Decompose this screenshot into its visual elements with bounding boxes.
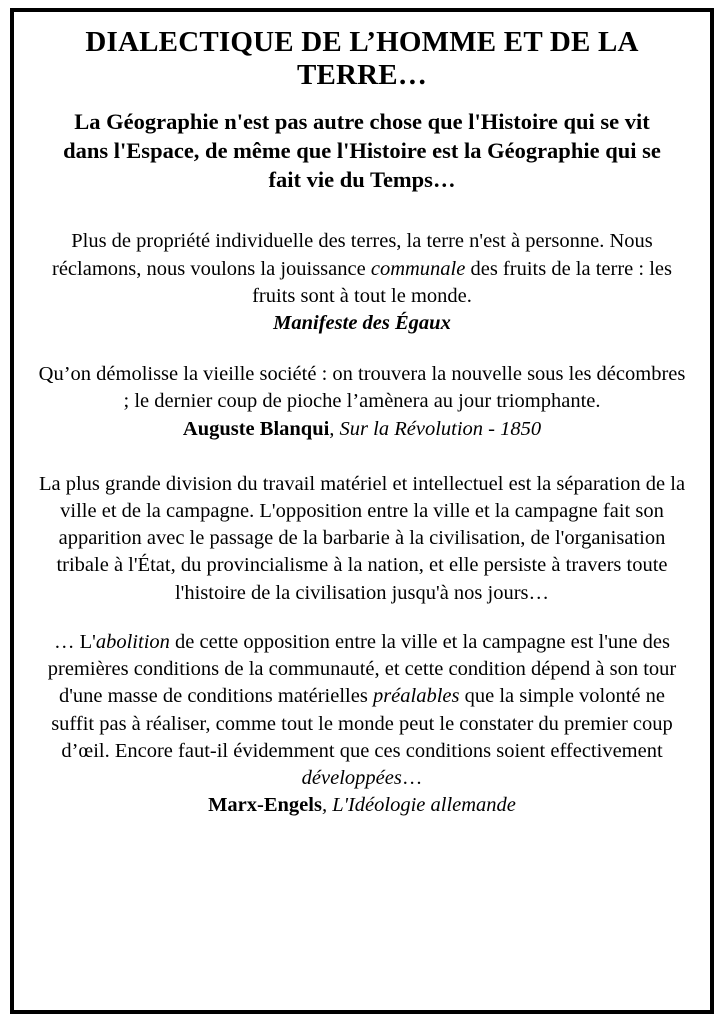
page-title: DIALECTIQUE DE L’HOMME ET DE LA TERRE…: [85, 26, 639, 92]
final-attribution: [208, 794, 516, 817]
final-part-1: … L': [54, 630, 96, 653]
attribution-work-manifeste: Manifeste des Égaux: [273, 312, 451, 335]
final-italic-abolition: abolition: [95, 630, 170, 653]
corner-mark-top-left: [10, 8, 36, 34]
attribution-work-blanqui: , Sur la Révolution - 1850: [329, 417, 542, 440]
quote-block-blanqui: [36, 361, 688, 441]
attribution-work-ideologie: , L'Idéologie allemande: [321, 794, 516, 817]
quote-part-2: des fruits de la terre : les fruits sont à tout le monde.: [252, 257, 672, 307]
quote-text-manifeste: [36, 228, 688, 310]
quote-text-blanqui: Qu’on démolisse la vieille société : on trouvera la nouvelle sous les décombres ; le dernier coup de pioche l’amènera au jour triomphante.: [38, 363, 686, 413]
quote-block-manifeste: [36, 228, 688, 335]
corner-mark-bottom-right: [688, 988, 714, 1014]
quote-part-1: Plus de propriété individuelle des terres, la terre n'est à personne. Nous réclamons, nous voulons la jouissance: [52, 230, 653, 280]
final-italic-prealables: préalables: [372, 685, 460, 708]
quote-italic-communale: communale: [370, 257, 466, 280]
corner-mark-top-right: [688, 8, 714, 34]
final-part-4: …: [401, 767, 423, 790]
paragraph-abolition: [36, 629, 688, 793]
final-part-2: de cette opposition entre la ville et la campagne est l'une des premières conditions de la communauté, et cette condition dépend à son tour d'une masse de conditions matérielles: [47, 630, 677, 708]
final-part-3: que la simple volonté ne suffit pas à réaliser, comme tout le monde peut le constater du premier coup d’œil. Encore faut-il évidemment que ces conditions soient effectivement: [51, 685, 673, 762]
attribution-author-marx-engels: Marx-Engels: [208, 794, 322, 817]
corner-mark-bottom-left: [10, 988, 36, 1014]
content-frame: [10, 8, 714, 1014]
quote-attribution-manifeste: [36, 312, 688, 335]
final-italic-developpees: développées: [301, 767, 402, 790]
paragraph-division-travail: La plus grande division du travail matériel et intellectuel est la séparation de la ville et de la campagne. L'opposition entre la ville et la campagne fait son apparition avec le passage de la barbarie à la civilisation, de l'organisation tribale à l'État, du provincialisme à la nation, et elle persiste à travers toute l'histoire de la civilisation jusqu'à nos jours…: [38, 472, 686, 604]
attribution-author-blanqui: Auguste Blanqui: [182, 417, 330, 440]
quote-attribution-blanqui: [36, 418, 688, 441]
page-subtitle: La Géographie n'est pas autre chose que l'Histoire qui se vit dans l'Espace, de même que l'Histoire est la Géographie qui se fait vie du Temps…: [63, 109, 661, 192]
